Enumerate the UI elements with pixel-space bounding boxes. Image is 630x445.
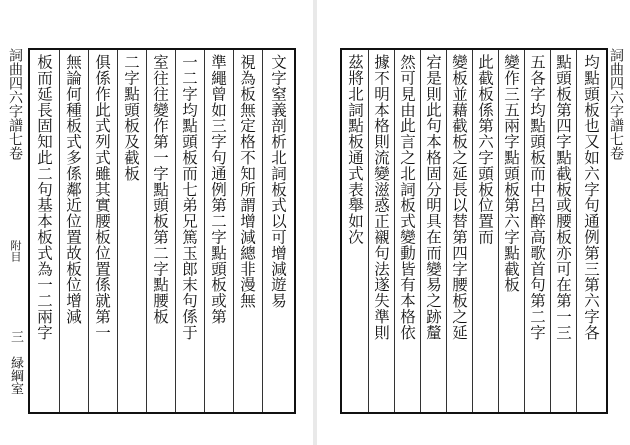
column-rule bbox=[146, 50, 147, 412]
text-column: 五各字均點頭板而中呂醉高歌首句第二字 bbox=[528, 54, 546, 341]
left-text-frame bbox=[28, 48, 296, 414]
text-column: 據不明本格則流變滋惑正襯句法遂失準則 bbox=[372, 54, 390, 341]
column-rule bbox=[472, 50, 473, 412]
text-column: 變板並藉截板之延長以替第四字腰板之延 bbox=[450, 54, 468, 341]
text-column: 均點頭板也又如六字句通例第三第六字各 bbox=[582, 54, 600, 341]
text-column: 板而延長固知此二句基本板式為一二兩字 bbox=[35, 54, 53, 341]
text-column: 此截板係第六字頭板位置而 bbox=[476, 54, 494, 245]
right-margin-title: 詞曲四六字譜七卷 bbox=[608, 48, 624, 160]
column-rule bbox=[550, 50, 551, 412]
text-column: 宕是則此句本格固分明具在而變易之跡釐 bbox=[424, 54, 442, 341]
column-rule bbox=[576, 50, 577, 412]
text-column: 俱係作此式列式雖其實腰板位置係就第一 bbox=[93, 54, 111, 341]
column-rule bbox=[175, 50, 176, 412]
column-rule bbox=[446, 50, 447, 412]
column-rule bbox=[204, 50, 205, 412]
column-rule bbox=[117, 50, 118, 412]
studio-name: 緑綱室 bbox=[8, 356, 23, 395]
column-rule bbox=[88, 50, 89, 412]
text-column: 文字窒義剖析北詞板式以可增減遊易 bbox=[269, 54, 287, 309]
right-text-frame bbox=[340, 48, 608, 414]
text-column: 準繩曾如三字句通例第二字點頭板或第 bbox=[209, 54, 227, 325]
column-rule bbox=[262, 50, 263, 412]
left-margin-title: 詞曲四六字譜七卷 bbox=[7, 48, 23, 160]
text-column: 室往往變作第一字點頭板第二字點腰板 bbox=[151, 54, 169, 325]
column-rule bbox=[420, 50, 421, 412]
column-rule bbox=[498, 50, 499, 412]
right-page bbox=[317, 0, 630, 445]
column-rule bbox=[368, 50, 369, 412]
column-rule bbox=[524, 50, 525, 412]
left-margin-section: 附目 bbox=[9, 240, 22, 262]
text-column: 茲將北詞點板通式表舉如次 bbox=[346, 54, 364, 245]
column-rule bbox=[59, 50, 60, 412]
text-column: 變作三五兩字點頭板第六字點截板 bbox=[502, 54, 520, 293]
column-rule bbox=[394, 50, 395, 412]
text-column: 二字點頭板及截板 bbox=[122, 54, 140, 182]
text-column: 一二字均點頭板而七弟兄篤玉郎末句係于 bbox=[180, 54, 198, 341]
text-column: 然可見由此言之北詞板式變動皆有本格依 bbox=[398, 54, 416, 341]
text-column: 點頭板第四字點截板或腰板亦可在第一三 bbox=[554, 54, 572, 341]
text-column: 視為板無定格不知所謂增減總非漫無 bbox=[238, 54, 256, 309]
column-rule bbox=[233, 50, 234, 412]
left-page bbox=[0, 0, 313, 445]
page-number: 三 bbox=[8, 330, 23, 343]
text-column: 無論何種板式多係鄰近位置故板位增減 bbox=[64, 54, 82, 325]
